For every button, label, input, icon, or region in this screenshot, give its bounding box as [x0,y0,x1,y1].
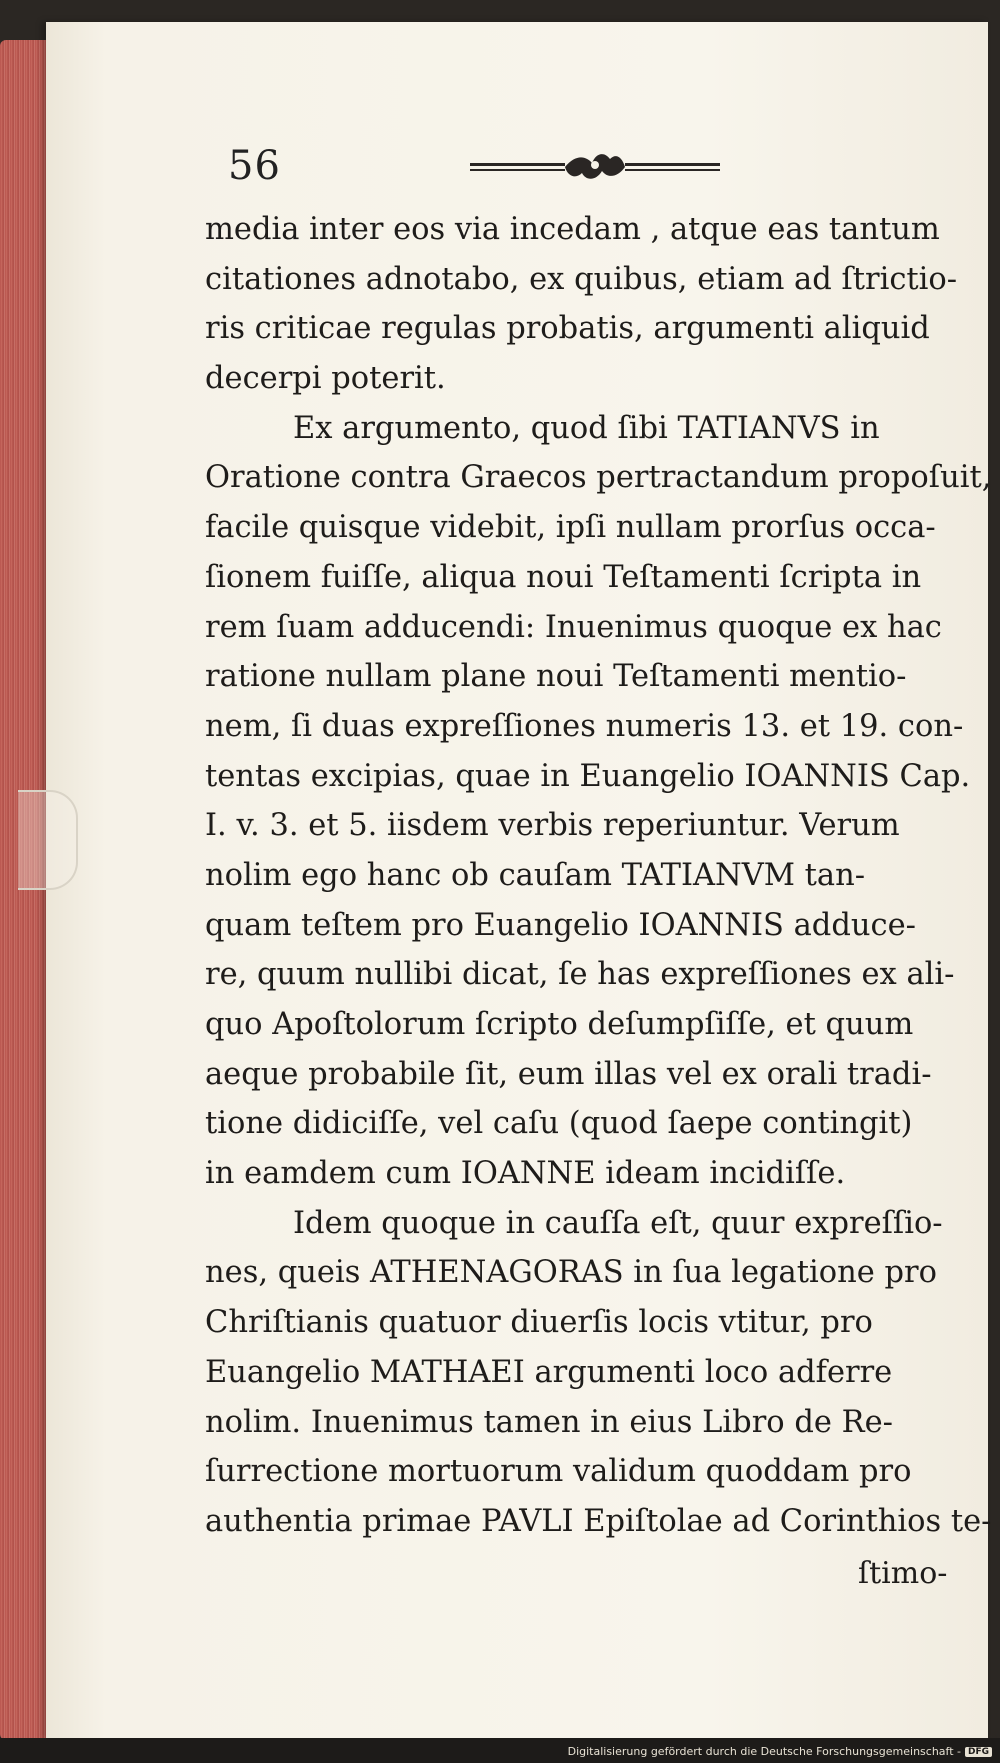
dfg-logo-icon: DFG [965,1747,992,1757]
text-line: quo Apoſtolorum ſcripto deſumpſiſſe, et quum [205,1007,914,1042]
text-line: ratione nullam plane noui Teſtamenti mentio- [205,659,907,695]
text-line: authentia primae PAVLI Epiſtolae ad Corinthios te- [205,1503,992,1539]
text-line: nem, ſi duas expreſſiones numeris 13. et 19. con- [205,708,964,744]
text-line: tione didiciſſe, vel caſu (quod ſaepe contingit) [205,1106,913,1142]
text-line: facile quisque videbit, ipſi nullam prorſus occa- [205,510,936,546]
text-line: tentas excipias, quae in Euangelio IOANNIS Cap. [205,758,971,794]
text-line: re, quum nullibi dicat, ſe has expreſſiones ex ali- [205,957,955,993]
text-line: I. v. 3. et 5. iisdem verbis reperiuntur. Verum [205,808,900,844]
text-line: aeque probabile ſit, eum illas vel ex orali tradi- [205,1056,932,1092]
text-line: Oratione contra Graecos pertractandum propoſuit, [205,460,992,496]
text-line: Idem quoque in cauſſa eſt, quur expreſſio- [293,1205,943,1241]
text-line: citationes adnotabo, ex quibus, etiam ad ſtrictio- [205,261,958,297]
text-line: decerpi poterit. [205,361,446,397]
text-line: rem ſuam adducendi: Inuenimus quoque ex hac [205,609,942,645]
catchword: ſtimo- [858,1556,948,1591]
text-line: Euangelio MATHAEI argumenti loco adferre [205,1354,893,1390]
ornament-icon [470,149,720,189]
text-line: Chriſtianis quatuor diuerſis locis vtitur, pro [205,1305,873,1341]
text-line: nolim. Inuenimus tamen in eius Libro de Re- [205,1404,893,1440]
text-line: quam teſtem pro Euangelio IOANNIS adduce- [205,907,916,943]
text-line: in eamdem cum IOANNE ideam incidiſſe. [205,1156,846,1192]
book-page-edges [0,40,52,1740]
text-line: ſurrectione mortuorum validum quoddam pro [205,1454,912,1490]
page-clip-mark [18,790,78,890]
text-line: ris criticae regulas probatis, argumenti aliquid [205,311,930,347]
body-text [205,205,992,1547]
page-header [180,135,780,195]
credit-text: Digitalisierung gefördert durch die Deutsche Forschungsgemeinschaft - [567,1745,961,1758]
text-line: nes, queis ATHENAGORAS in ſua legatione pro [205,1255,937,1291]
text-line: Ex argumento, quod ſibi TATIANVS in [293,410,880,446]
text-line: ſionem fuiſſe, aliqua noui Teſtamenti ſcripta in [205,559,922,595]
text-line: media inter eos via incedam , atque eas tantum [205,212,940,247]
text-line: nolim ego hanc ob cauſam TATIANVM tan- [205,857,866,893]
page-number: 56 [228,143,281,189]
digitization-credit [568,1745,992,1758]
